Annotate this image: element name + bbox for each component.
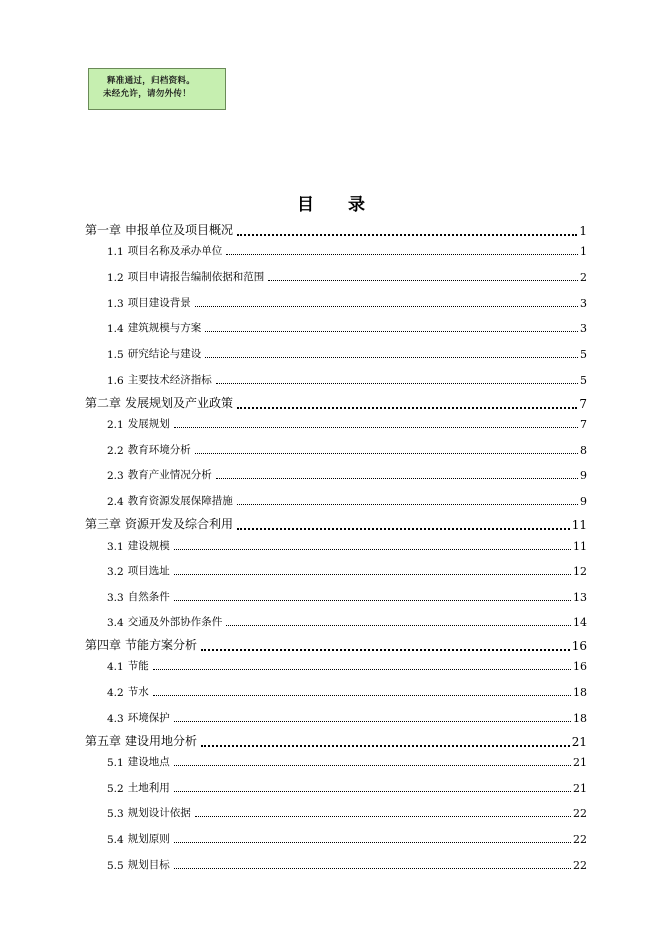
toc-section-entry[interactable] [107, 243, 587, 258]
toc-entry-page: 3 [580, 322, 587, 335]
toc-leader-dots [216, 478, 578, 479]
toc-entry-page: 18 [573, 712, 587, 725]
toc-entry-page: 14 [573, 616, 587, 629]
toc-entry-number: 3.1 [107, 541, 124, 553]
toc-entry-title: 发展规划 [127, 418, 170, 430]
toc-entry-title: 规划设计依据 [127, 807, 191, 819]
toc-entry-page: 1 [580, 245, 587, 258]
toc-leader-dots [237, 407, 577, 409]
toc-leader-dots [237, 234, 577, 236]
toc-entry-title: 申报单位及项目概况 [125, 223, 234, 237]
toc-entry-number: 5.5 [107, 860, 124, 872]
toc-leader-dots [174, 765, 571, 766]
toc-leader-dots [174, 427, 578, 428]
toc-entry-title: 研究结论与建设 [127, 348, 202, 360]
confidential-notice-box [88, 68, 226, 110]
toc-section-entry[interactable] [107, 857, 587, 872]
toc-entry-title: 节水 [127, 686, 149, 698]
toc-entry-title: 土地利用 [127, 782, 170, 794]
toc-leader-dots [226, 254, 578, 255]
toc-entry-page: 21 [571, 735, 587, 749]
toc-section-entry[interactable] [107, 416, 587, 431]
toc-entry-number: 1.6 [107, 375, 124, 387]
toc-entry-number: 1.3 [107, 298, 124, 310]
toc-entry-number: 1.4 [107, 323, 124, 335]
toc-entry-number: 5.3 [107, 808, 124, 820]
toc-section-entry[interactable] [107, 372, 587, 387]
toc-chapter-entry[interactable] [85, 732, 587, 749]
toc-section-entry[interactable] [107, 614, 587, 629]
toc-entry-page: 22 [573, 833, 587, 846]
toc-leader-dots [174, 842, 571, 843]
toc-leader-dots [205, 331, 578, 332]
toc-entry-title: 主要技术经济指标 [127, 374, 212, 386]
toc-leader-dots [205, 357, 578, 358]
toc-section-entry[interactable] [107, 563, 587, 578]
toc-entry-number: 1.5 [107, 349, 124, 361]
toc-entry-number: 5.1 [107, 757, 124, 769]
toc-section-entry[interactable] [107, 269, 587, 284]
toc-entry-page: 5 [580, 348, 587, 361]
toc-entry-title: 节能方案分析 [125, 638, 198, 652]
toc-entry-number: 1.2 [107, 272, 124, 284]
toc-entry-page: 7 [580, 418, 587, 431]
toc-section-entry[interactable] [107, 538, 587, 553]
toc-title: 目 录 [297, 195, 379, 215]
toc-entry-number: 3.4 [107, 617, 124, 629]
toc-entry-page: 7 [579, 397, 587, 411]
toc-entry-number: 第三章 [85, 517, 122, 531]
toc-entry-title: 自然条件 [127, 591, 170, 603]
toc-entry-number: 2.3 [107, 470, 124, 482]
toc-leader-dots [237, 528, 570, 530]
toc-entry-title: 建设地点 [127, 756, 170, 768]
toc-entry-page: 9 [580, 469, 587, 482]
toc-leader-dots [153, 669, 571, 670]
toc-entry-title: 建筑规模与方案 [127, 322, 202, 334]
toc-entry-page: 11 [573, 540, 587, 553]
toc-section-entry[interactable] [107, 754, 587, 769]
toc-leader-dots [174, 868, 571, 869]
toc-entry-title: 项目申请报告编制依据和范围 [127, 271, 265, 283]
toc-leader-dots [268, 280, 578, 281]
toc-entry-title: 项目建设背景 [127, 297, 191, 309]
toc-entry-page: 8 [580, 444, 587, 457]
toc-entry-number: 1.1 [107, 246, 124, 258]
notice-line-2: 未经允许，请勿外传！ [103, 89, 192, 99]
toc-leader-dots [174, 600, 571, 601]
toc-entry-page: 11 [571, 518, 587, 532]
toc-entry-title: 资源开发及综合利用 [125, 517, 234, 531]
toc-entry-title: 建设规模 [127, 540, 170, 552]
toc-entry-number: 5.2 [107, 783, 124, 795]
toc-entry-title: 规划目标 [127, 859, 170, 871]
toc-leader-dots [216, 383, 578, 384]
toc-leader-dots [195, 453, 578, 454]
toc-leader-dots [153, 695, 571, 696]
toc-entry-page: 21 [573, 782, 587, 795]
toc-entry-page: 5 [580, 374, 587, 387]
toc-entry-number: 2.2 [107, 445, 124, 457]
toc-entry-page: 12 [573, 565, 587, 578]
toc-leader-dots [201, 745, 570, 747]
toc-entry-page: 2 [580, 271, 587, 284]
toc-section-entry[interactable] [107, 295, 587, 310]
toc-entry-page: 22 [573, 859, 587, 872]
toc-entry-number: 第一章 [85, 223, 122, 237]
toc-entry-number: 4.1 [107, 661, 124, 673]
toc-leader-dots [237, 504, 578, 505]
toc-entry-number: 5.4 [107, 834, 124, 846]
toc-entry-number: 2.1 [107, 419, 124, 431]
toc-entry-page: 21 [573, 756, 587, 769]
toc-leader-dots [174, 791, 571, 792]
toc-entry-page: 1 [579, 224, 587, 238]
notice-line-1: 释准通过，归档资料。 [107, 76, 196, 86]
toc-entry-page: 3 [580, 297, 587, 310]
toc-section-entry[interactable] [107, 658, 587, 673]
toc-entry-number: 第五章 [85, 734, 122, 748]
toc-leader-dots [201, 649, 570, 651]
toc-entry-number: 4.2 [107, 687, 124, 699]
toc-section-entry[interactable] [107, 831, 587, 846]
toc-entry-title: 发展规划及产业政策 [125, 396, 234, 410]
toc-chapter-entry[interactable] [85, 221, 587, 238]
toc-entry-number: 2.4 [107, 496, 124, 508]
toc-entry-title: 教育产业情况分析 [127, 469, 212, 481]
toc-chapter-entry[interactable] [85, 636, 587, 653]
toc-section-entry[interactable] [107, 346, 587, 361]
toc-leader-dots [195, 816, 571, 817]
toc-chapter-entry[interactable] [85, 515, 587, 532]
toc-section-entry[interactable] [107, 684, 587, 699]
toc-entry-title: 项目选址 [127, 565, 170, 577]
toc-leader-dots [174, 549, 571, 550]
toc-section-entry[interactable] [107, 467, 587, 482]
toc-leader-dots [226, 625, 571, 626]
toc-section-entry[interactable] [107, 493, 587, 508]
toc-leader-dots [195, 306, 578, 307]
toc-entry-title: 规划原则 [127, 833, 170, 845]
toc-section-entry[interactable] [107, 442, 587, 457]
toc-entry-number: 第四章 [85, 638, 122, 652]
toc-section-entry[interactable] [107, 320, 587, 335]
toc-section-entry[interactable] [107, 589, 587, 604]
toc-entry-number: 第二章 [85, 396, 122, 410]
toc-entry-title: 节能 [127, 660, 149, 672]
toc-chapter-entry[interactable] [85, 394, 587, 411]
toc-leader-dots [174, 721, 571, 722]
toc-section-entry[interactable] [107, 805, 587, 820]
toc-section-entry[interactable] [107, 780, 587, 795]
toc-entry-page: 13 [573, 591, 587, 604]
toc-entry-title: 教育环境分析 [127, 444, 191, 456]
toc-entry-number: 4.3 [107, 713, 124, 725]
toc-entry-page: 22 [573, 807, 587, 820]
toc-entry-title: 交通及外部协作条件 [127, 616, 223, 628]
toc-entry-number: 3.2 [107, 566, 124, 578]
toc-entry-page: 16 [571, 639, 587, 653]
toc-entry-page: 16 [573, 660, 587, 673]
toc-section-entry[interactable] [107, 710, 587, 725]
toc-entry-page: 9 [580, 495, 587, 508]
toc-entry-title: 项目名称及承办单位 [127, 245, 223, 257]
toc-entry-page: 18 [573, 686, 587, 699]
toc-entry-title: 教育资源发展保障措施 [127, 495, 233, 507]
toc-leader-dots [174, 574, 571, 575]
toc-entry-title: 建设用地分析 [125, 734, 198, 748]
toc-entry-number: 3.3 [107, 592, 124, 604]
toc-entry-title: 环境保护 [127, 712, 170, 724]
